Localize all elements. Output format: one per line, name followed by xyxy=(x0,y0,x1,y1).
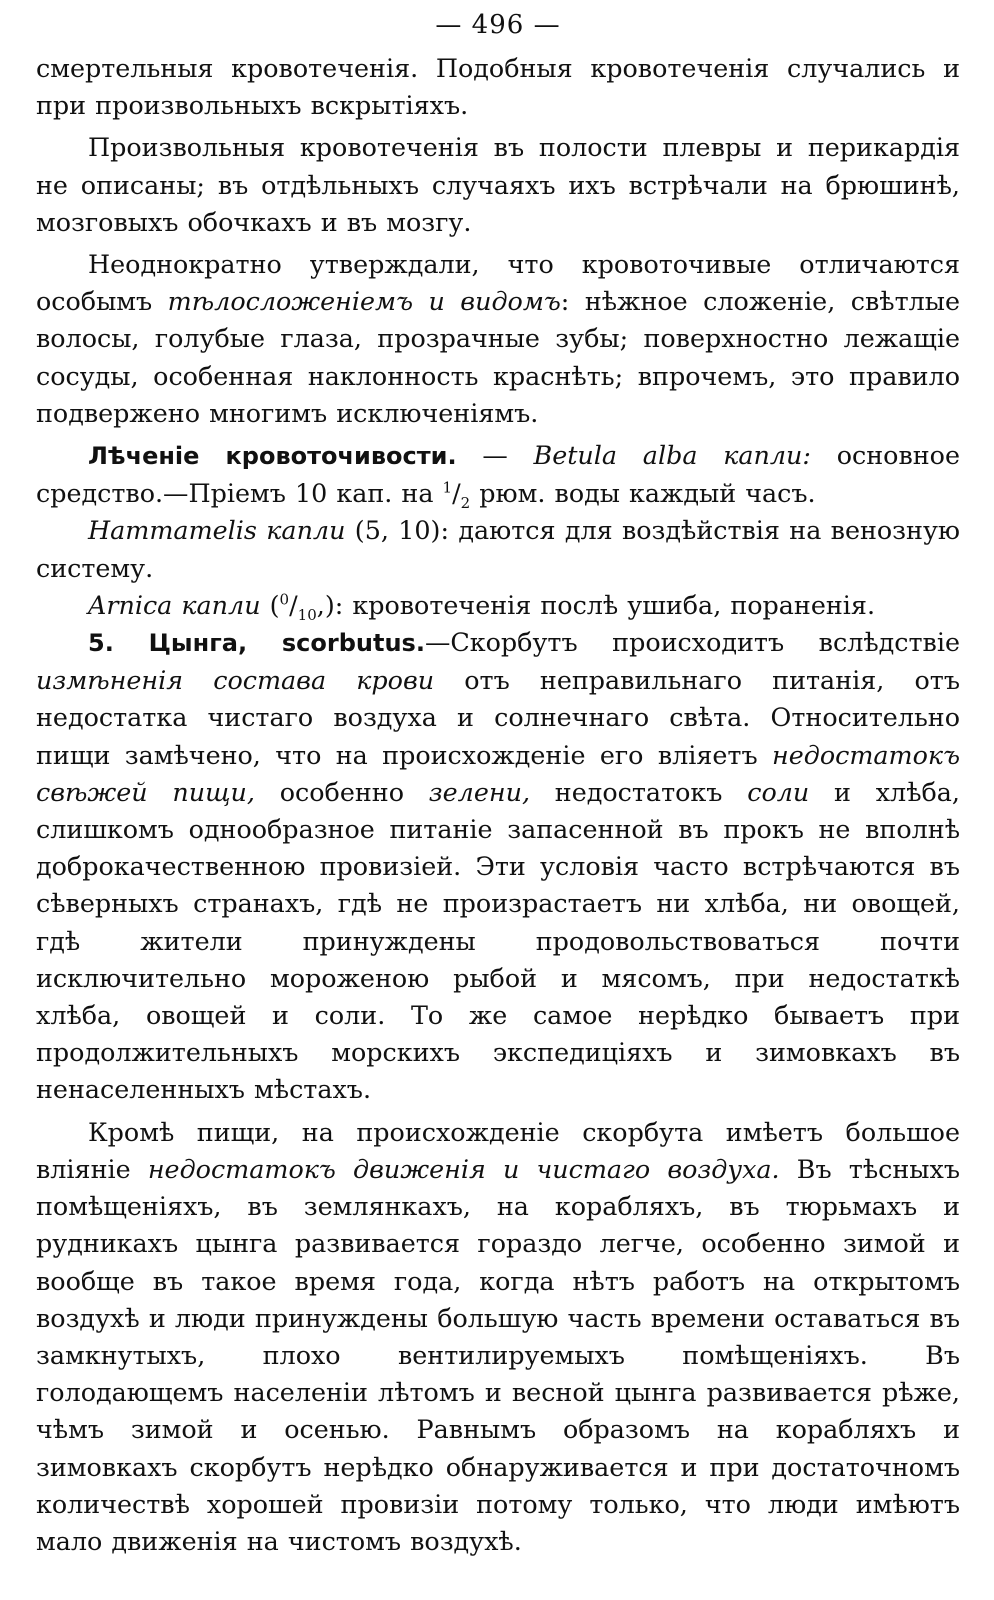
paragraph-treatment: Лѣченіе кровоточивости. — Betula alba капли: основное средство.—Пріемъ 10 кап. на $^1/_2$ рюм. воды каждый часъ. xyxy=(36,440,960,513)
page-number: — 496 — xyxy=(435,10,561,40)
arnica-dose-sup: 0 xyxy=(279,590,290,609)
scurvy-text-4: недостатокъ xyxy=(530,776,748,807)
scurvy-text-2: отъ неправильнаго питанія, отъ недостатка чистаго воздуха и солнечнаго свѣта. Относительно пищи замѣчено, что на происхожденіе его вліяетъ xyxy=(36,665,960,770)
paragraph-8-emphasis: недостатокъ движенія и чистаго воздуха. xyxy=(147,1153,780,1184)
paragraph-3-emphasis: тѣлосложеніемъ и видомъ xyxy=(167,286,561,317)
paragraph-hammamelis xyxy=(36,512,960,586)
remedy-arnica: Arnica капли xyxy=(88,589,261,620)
paragraph-3-rest: : нѣжное сложеніе, свѣтлые волосы, голубые глаза, прозрачные зубы; поверхностно лежащіе сосуды, особенная наклонность краснѣть; впрочемъ, это правило подвержено многимъ исключеніямъ. xyxy=(36,286,960,428)
paragraph-8-text-2: Въ тѣсныхъ помѣщеніяхъ, въ землянкахъ, на корабляхъ, въ тюрьмахъ и рудникахъ цынга развивается гораздо легче, особенно зимой и вообще въ такое время года, когда нѣтъ работъ на открытомъ воздухѣ и люди принуждены большую часть времени оставаться въ замкнутыхъ, плохо вентилируемыхъ помѣщеніяхъ. Въ голодающемъ населеніи лѣтомъ и весной цынга развивается рѣже, чѣмъ зимой и осенью. Равнымъ образомъ на корабляхъ и зимовкахъ скорбутъ нерѣдко обнаруживается и при достаточномъ количествѣ хорошей провизіи потому только, что люди имѣютъ мало движенія на чистомъ воздухѣ. xyxy=(36,1153,960,1556)
paragraph-3-intro: Неоднократно утверждали, что кровоточивые отличаются особымъ xyxy=(36,249,960,317)
paragraph-3 xyxy=(36,246,960,432)
arnica-slash: / xyxy=(289,589,298,620)
paragraph-arnica xyxy=(36,587,960,624)
remedy-hammamelis: Hammamelis капли xyxy=(88,515,346,546)
scurvy-heading: 5. Цынга, scorbutus. xyxy=(88,629,425,658)
treatment-text: основное средство.—Пріемъ 10 кап. на xyxy=(36,440,960,509)
scurvy-emphasis-3: зелени, xyxy=(428,776,531,807)
treatment-dash: — xyxy=(456,440,534,471)
paragraph-scurvy xyxy=(36,624,960,1109)
scurvy-text-3: особенно xyxy=(254,776,429,807)
treatment-remedy-betula: Betula alba капли: xyxy=(533,440,811,471)
treatment-heading: Лѣченіе кровоточивости. xyxy=(88,442,457,471)
paragraph-1-text: смертельныя кровотеченія. Подобныя кровотеченія случались и при произвольныхъ вскрытіяхъ. xyxy=(36,53,960,121)
hammamelis-text: (5, 10): даются для воздѣйствія на венозную систему. xyxy=(36,515,961,583)
arnica-text: ,): кровотеченія послѣ ушиба, пораненія. xyxy=(316,589,876,620)
paragraph-8-text-1: Кромѣ пищи, на происхожденіе скорбута имѣетъ большое вліяніе xyxy=(36,1116,960,1184)
scurvy-emphasis-1: измѣненія состава крови xyxy=(36,665,435,696)
paragraph-1 xyxy=(36,50,960,124)
scurvy-emphasis-2: недостатокъ свѣжей пищи, xyxy=(36,739,960,807)
scurvy-text-1: —Скорбутъ происходитъ вслѣдствіе xyxy=(424,627,960,658)
paragraph-8 xyxy=(36,1114,960,1560)
fraction-denominator: 2 xyxy=(460,494,471,513)
fraction-numerator: 1 xyxy=(442,478,453,497)
arnica-dose-sub: 10 xyxy=(297,605,317,624)
paragraph-2-text: Произвольныя кровотеченія въ полости плевры и перикардія не описаны; въ отдѣльныхъ случаяхъ ихъ встрѣчали на брюшинѣ, мозговыхъ обочкахъ и въ мозгу. xyxy=(36,132,960,237)
scurvy-text-5: и хлѣба, слишкомъ однообразное питаніе запасенной въ прокъ не вполнѣ доброкачественною провизіей. Эти условія часто встрѣчаются въ сѣверныхъ странахъ, гдѣ не произрастаетъ ни хлѣба, ни овощей, гдѣ жители принуждены продовольствоваться почти исключительно мороженою рыбой и мясомъ, при недостаткѣ хлѣба, овощей и соли. То же самое нерѣдко бываетъ при продолжительныхъ морскихъ экспедиціяхъ и зимовкахъ въ ненаселенныхъ мѣстахъ. xyxy=(36,776,960,1105)
arnica-open: ( xyxy=(260,589,280,620)
paragraph-2 xyxy=(36,129,960,241)
scurvy-emphasis-4: соли xyxy=(747,776,810,807)
treatment-text-2: рюм. воды каждый часъ. xyxy=(470,478,816,509)
